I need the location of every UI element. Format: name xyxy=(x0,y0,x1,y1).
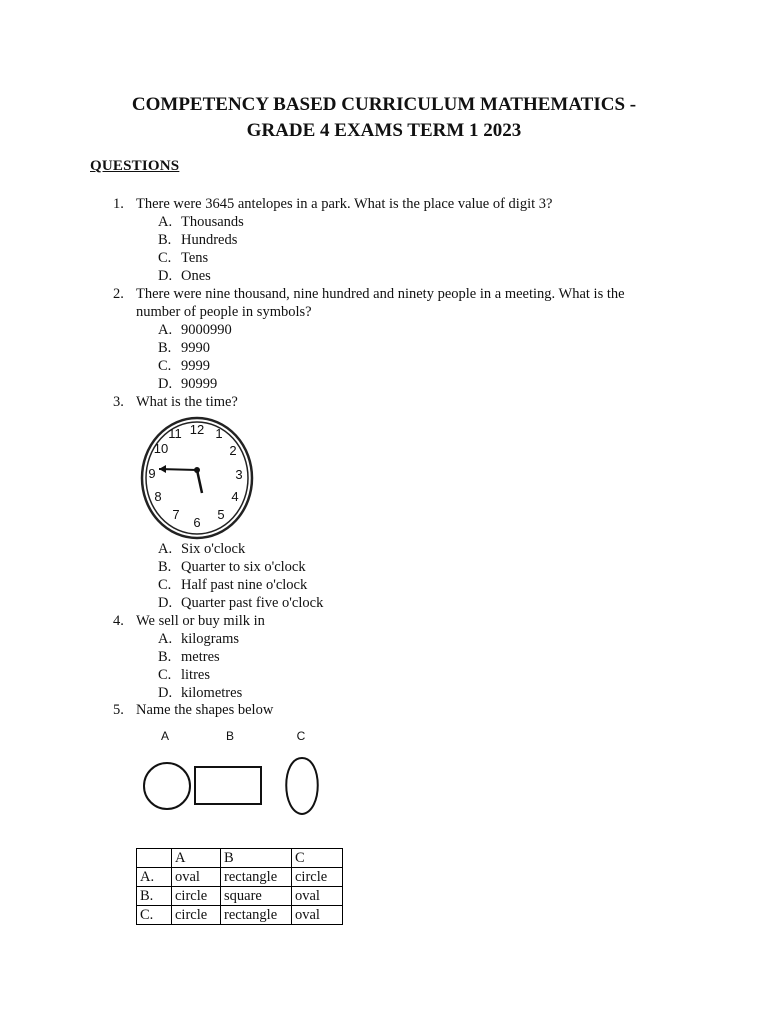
table-row xyxy=(137,868,343,887)
option-letter: A. xyxy=(158,214,173,230)
option-text: litres xyxy=(181,667,210,683)
option-text: Thousands xyxy=(181,214,244,230)
table-row xyxy=(137,906,343,925)
option-2d xyxy=(158,375,217,393)
table-cell: C. xyxy=(137,906,172,925)
question-number: 4. xyxy=(113,613,124,629)
option-4a xyxy=(158,630,239,648)
option-4b xyxy=(158,648,220,666)
clock-hour-hand xyxy=(197,470,202,493)
answer-table xyxy=(136,848,343,925)
clock-illustration xyxy=(137,413,257,543)
option-text: 9999 xyxy=(181,358,210,374)
title-line-1: COMPETENCY BASED CURRICULUM MATHEMATICS - xyxy=(131,94,637,115)
option-text: 9000990 xyxy=(181,322,232,338)
document-title xyxy=(0,92,768,144)
shape-circle xyxy=(144,763,190,809)
option-1d xyxy=(158,267,211,285)
clock-numeral-6: 6 xyxy=(193,515,201,530)
option-2a xyxy=(158,321,232,339)
table-cell: circle xyxy=(172,906,221,925)
option-text: Tens xyxy=(181,250,209,266)
clock-numeral-2: 2 xyxy=(229,443,237,458)
table-cell: square xyxy=(221,887,292,906)
table-cell: C xyxy=(292,849,343,868)
option-text: kilometres xyxy=(181,685,243,701)
option-letter: A. xyxy=(158,541,173,557)
clock-numeral-11: 11 xyxy=(168,426,182,441)
question-text-line-2: number of people in symbols? xyxy=(136,304,312,320)
shape-label-c: C xyxy=(296,729,306,743)
clock-numeral-10: 10 xyxy=(153,441,169,456)
table-cell xyxy=(137,849,172,868)
clock-numeral-1: 1 xyxy=(215,426,223,441)
table-cell: rectangle xyxy=(221,906,292,925)
option-letter: D. xyxy=(158,268,173,284)
minute-hand-arrow-icon xyxy=(159,465,166,473)
option-text: Six o'clock xyxy=(181,541,246,557)
option-letter: B. xyxy=(158,649,172,665)
shape-label-b: B xyxy=(225,729,235,743)
option-1a xyxy=(158,213,244,231)
clock-numeral-5: 5 xyxy=(217,507,225,522)
clock-numeral-8: 8 xyxy=(154,489,162,504)
title-line-2: GRADE 4 EXAMS TERM 1 2023 xyxy=(246,120,522,141)
option-letter: B. xyxy=(158,232,172,248)
question-text: What is the time? xyxy=(136,394,238,410)
table-cell: rectangle xyxy=(221,868,292,887)
question-text: Name the shapes below xyxy=(136,702,274,718)
option-text: Hundreds xyxy=(181,232,238,248)
table-cell: circle xyxy=(292,868,343,887)
question-text: There were 3645 antelopes in a park. What is the place value of digit 3? xyxy=(136,196,553,212)
option-letter: A. xyxy=(158,631,173,647)
shapes-illustration xyxy=(137,720,337,830)
option-text: 9990 xyxy=(181,340,210,356)
table-cell: B xyxy=(221,849,292,868)
option-letter: A. xyxy=(158,322,173,338)
option-1b xyxy=(158,231,237,249)
table-cell: oval xyxy=(292,887,343,906)
clock-numeral-7: 7 xyxy=(172,507,180,522)
table-cell: B. xyxy=(137,887,172,906)
option-text: kilograms xyxy=(181,631,239,647)
question-number: 2. xyxy=(113,286,124,302)
clock-numeral-3: 3 xyxy=(235,467,243,482)
question-text: We sell or buy milk in xyxy=(136,613,265,629)
option-3b xyxy=(158,558,306,576)
option-letter: C. xyxy=(158,250,172,266)
option-letter: D. xyxy=(158,685,173,701)
table-cell: A. xyxy=(137,868,172,887)
option-letter: B. xyxy=(158,559,172,575)
option-letter: C. xyxy=(158,577,172,593)
question-number: 5. xyxy=(113,702,124,718)
table-cell: oval xyxy=(172,868,221,887)
table-cell: circle xyxy=(172,887,221,906)
option-letter: C. xyxy=(158,358,172,374)
question-number: 3. xyxy=(113,394,124,410)
option-3d xyxy=(158,594,323,612)
clock-center xyxy=(194,467,200,473)
question-number: 1. xyxy=(113,196,124,212)
clock-numeral-4: 4 xyxy=(231,489,239,504)
option-letter: C. xyxy=(158,667,172,683)
table-cell: A xyxy=(172,849,221,868)
option-text: 90999 xyxy=(181,376,218,392)
option-2b xyxy=(158,339,210,357)
option-letter: D. xyxy=(158,595,173,611)
clock-numeral-9: 9 xyxy=(148,466,156,481)
question-text-line-1: There were nine thousand, nine hundred and ninety people in a meeting. What is the xyxy=(136,286,625,302)
option-3a xyxy=(158,540,245,558)
question-text xyxy=(136,285,656,321)
table-cell: oval xyxy=(292,906,343,925)
shape-oval xyxy=(286,758,318,814)
option-4d xyxy=(158,684,242,702)
option-1c xyxy=(158,249,208,267)
table-header-row xyxy=(137,849,343,868)
option-letter: B. xyxy=(158,340,172,356)
option-text: Quarter to six o'clock xyxy=(181,559,306,575)
option-text: Ones xyxy=(181,268,211,284)
option-text: Half past nine o'clock xyxy=(181,577,308,593)
shape-label-a: A xyxy=(160,729,170,743)
option-3c xyxy=(158,576,307,594)
shape-rectangle xyxy=(195,767,261,804)
option-letter: D. xyxy=(158,376,173,392)
option-2c xyxy=(158,357,210,375)
option-4c xyxy=(158,666,210,684)
option-text: Quarter past five o'clock xyxy=(181,595,324,611)
clock-numeral-12: 12 xyxy=(189,422,205,437)
option-text: metres xyxy=(181,649,220,665)
section-heading: QUESTIONS xyxy=(90,158,180,174)
table-row xyxy=(137,887,343,906)
